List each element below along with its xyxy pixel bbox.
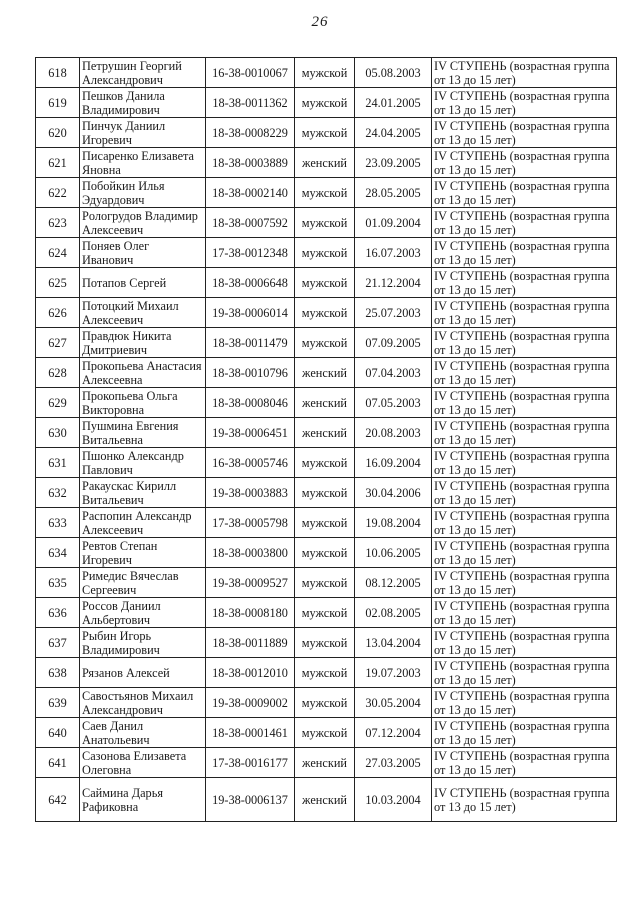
age-category-cell: IV СТУПЕНЬ (возрастная группа от 13 до 15 лет) xyxy=(432,358,617,388)
age-category-cell: IV СТУПЕНЬ (возрастная группа от 13 до 15 лет) xyxy=(432,178,617,208)
birth-date-cell: 01.09.2004 xyxy=(355,208,432,238)
birth-date-cell: 07.12.2004 xyxy=(355,718,432,748)
table-row xyxy=(36,208,617,238)
full-name-cell: Савостьянов Михаил Александрович xyxy=(80,688,206,718)
table-row xyxy=(36,58,617,88)
full-name-cell: Потапов Сергей xyxy=(80,268,206,298)
row-number-cell: 639 xyxy=(36,688,80,718)
table-row xyxy=(36,538,617,568)
table-row xyxy=(36,448,617,478)
gender-cell: мужской xyxy=(295,658,355,688)
full-name-cell: Пешков Данила Владимирович xyxy=(80,88,206,118)
full-name-cell: Рыбин Игорь Владимирович xyxy=(80,628,206,658)
table-row xyxy=(36,238,617,268)
participants-table xyxy=(35,57,617,822)
participant-id-cell: 19-38-0006451 xyxy=(206,418,295,448)
full-name-cell: Пушмина Евгения Витальевна xyxy=(80,418,206,448)
table-row xyxy=(36,298,617,328)
birth-date-cell: 20.08.2003 xyxy=(355,418,432,448)
row-number-cell: 635 xyxy=(36,568,80,598)
birth-date-cell: 05.08.2003 xyxy=(355,58,432,88)
age-category-cell: IV СТУПЕНЬ (возрастная группа от 13 до 15 лет) xyxy=(432,418,617,448)
birth-date-cell: 21.12.2004 xyxy=(355,268,432,298)
birth-date-cell: 13.04.2004 xyxy=(355,628,432,658)
age-category-cell: IV СТУПЕНЬ (возрастная группа от 13 до 15 лет) xyxy=(432,688,617,718)
page-number: 26 xyxy=(311,14,329,30)
age-category-cell: IV СТУПЕНЬ (возрастная группа от 13 до 15 лет) xyxy=(432,568,617,598)
full-name-cell: Пшонко Александр Павлович xyxy=(80,448,206,478)
birth-date-cell: 07.04.2003 xyxy=(355,358,432,388)
age-category-cell: IV СТУПЕНЬ (возрастная группа от 13 до 15 лет) xyxy=(432,718,617,748)
gender-cell: мужской xyxy=(295,478,355,508)
table-row xyxy=(36,718,617,748)
gender-cell: мужской xyxy=(295,178,355,208)
participant-id-cell: 18-38-0006648 xyxy=(206,268,295,298)
birth-date-cell: 07.05.2003 xyxy=(355,388,432,418)
gender-cell: мужской xyxy=(295,328,355,358)
participant-id-cell: 19-38-0009527 xyxy=(206,568,295,598)
table-row xyxy=(36,478,617,508)
table-row xyxy=(36,748,617,778)
full-name-cell: Прокопьева Ольга Викторовна xyxy=(80,388,206,418)
birth-date-cell: 25.07.2003 xyxy=(355,298,432,328)
gender-cell: женский xyxy=(295,778,355,822)
age-category-cell: IV СТУПЕНЬ (возрастная группа от 13 до 15 лет) xyxy=(432,598,617,628)
age-category-cell: IV СТУПЕНЬ (возрастная группа от 13 до 15 лет) xyxy=(432,628,617,658)
row-number-cell: 641 xyxy=(36,748,80,778)
table-row xyxy=(36,268,617,298)
age-category-cell: IV СТУПЕНЬ (возрастная группа от 13 до 15 лет) xyxy=(432,658,617,688)
full-name-cell: Поняев Олег Иванович xyxy=(80,238,206,268)
gender-cell: женский xyxy=(295,358,355,388)
table-row xyxy=(36,88,617,118)
full-name-cell: Потоцкий Михаил Алексеевич xyxy=(80,298,206,328)
birth-date-cell: 24.01.2005 xyxy=(355,88,432,118)
birth-date-cell: 07.09.2005 xyxy=(355,328,432,358)
participant-id-cell: 18-38-0011479 xyxy=(206,328,295,358)
birth-date-cell: 10.06.2005 xyxy=(355,538,432,568)
row-number-cell: 640 xyxy=(36,718,80,748)
full-name-cell: Писаренко Елизавета Яновна xyxy=(80,148,206,178)
row-number-cell: 630 xyxy=(36,418,80,448)
full-name-cell: Ревтов Степан Игоревич xyxy=(80,538,206,568)
row-number-cell: 633 xyxy=(36,508,80,538)
participant-id-cell: 17-38-0005798 xyxy=(206,508,295,538)
row-number-cell: 636 xyxy=(36,598,80,628)
table-body xyxy=(36,58,617,822)
gender-cell: мужской xyxy=(295,88,355,118)
birth-date-cell: 19.08.2004 xyxy=(355,508,432,538)
row-number-cell: 628 xyxy=(36,358,80,388)
table-row xyxy=(36,178,617,208)
participant-id-cell: 19-38-0006137 xyxy=(206,778,295,822)
full-name-cell: Ракаускас Кирилл Витальевич xyxy=(80,478,206,508)
row-number-cell: 627 xyxy=(36,328,80,358)
participant-id-cell: 18-38-0008046 xyxy=(206,388,295,418)
birth-date-cell: 23.09.2005 xyxy=(355,148,432,178)
full-name-cell: Римедис Вячеслав Сергеевич xyxy=(80,568,206,598)
birth-date-cell: 19.07.2003 xyxy=(355,658,432,688)
gender-cell: мужской xyxy=(295,58,355,88)
full-name-cell: Пинчук Даниил Игоревич xyxy=(80,118,206,148)
row-number-cell: 626 xyxy=(36,298,80,328)
full-name-cell: Рязанов Алексей xyxy=(80,658,206,688)
row-number-cell: 621 xyxy=(36,148,80,178)
table-row xyxy=(36,388,617,418)
participant-id-cell: 18-38-0012010 xyxy=(206,658,295,688)
gender-cell: мужской xyxy=(295,538,355,568)
gender-cell: мужской xyxy=(295,688,355,718)
birth-date-cell: 10.03.2004 xyxy=(355,778,432,822)
birth-date-cell: 02.08.2005 xyxy=(355,598,432,628)
participant-id-cell: 17-38-0016177 xyxy=(206,748,295,778)
participant-id-cell: 18-38-0010796 xyxy=(206,358,295,388)
full-name-cell: Pологрудов Владимир Алексеевич xyxy=(80,208,206,238)
participant-id-cell: 18-38-0007592 xyxy=(206,208,295,238)
birth-date-cell: 30.05.2004 xyxy=(355,688,432,718)
table-row xyxy=(36,418,617,448)
gender-cell: женский xyxy=(295,748,355,778)
row-number-cell: 618 xyxy=(36,58,80,88)
participant-id-cell: 16-38-0010067 xyxy=(206,58,295,88)
gender-cell: мужской xyxy=(295,118,355,148)
gender-cell: мужской xyxy=(295,598,355,628)
participant-id-cell: 19-38-0006014 xyxy=(206,298,295,328)
gender-cell: мужской xyxy=(295,448,355,478)
table-row xyxy=(36,358,617,388)
full-name-cell: Сазонова Елизавета Олеговна xyxy=(80,748,206,778)
gender-cell: мужской xyxy=(295,238,355,268)
full-name-cell: Прокопьева Анастасия Алексеевна xyxy=(80,358,206,388)
age-category-cell: IV СТУПЕНЬ (возрастная группа от 13 до 15 лет) xyxy=(432,478,617,508)
birth-date-cell: 28.05.2005 xyxy=(355,178,432,208)
gender-cell: мужской xyxy=(295,268,355,298)
gender-cell: женский xyxy=(295,388,355,418)
gender-cell: женский xyxy=(295,418,355,448)
age-category-cell: IV СТУПЕНЬ (возрастная группа от 13 до 15 лет) xyxy=(432,538,617,568)
age-category-cell: IV СТУПЕНЬ (возрастная группа от 13 до 15 лет) xyxy=(432,148,617,178)
row-number-cell: 631 xyxy=(36,448,80,478)
table-row xyxy=(36,658,617,688)
age-category-cell: IV СТУПЕНЬ (возрастная группа от 13 до 15 лет) xyxy=(432,328,617,358)
gender-cell: мужской xyxy=(295,208,355,238)
gender-cell: мужской xyxy=(295,718,355,748)
table-row xyxy=(36,328,617,358)
birth-date-cell: 08.12.2005 xyxy=(355,568,432,598)
age-category-cell: IV СТУПЕНЬ (возрастная группа от 13 до 15 лет) xyxy=(432,238,617,268)
age-category-cell: IV СТУПЕНЬ (возрастная группа от 13 до 15 лет) xyxy=(432,778,617,822)
row-number-cell: 620 xyxy=(36,118,80,148)
age-category-cell: IV СТУПЕНЬ (возрастная группа от 13 до 15 лет) xyxy=(432,298,617,328)
table-row xyxy=(36,118,617,148)
age-category-cell: IV СТУПЕНЬ (возрастная группа от 13 до 15 лет) xyxy=(432,268,617,298)
full-name-cell: Саев Данил Анатольевич xyxy=(80,718,206,748)
participant-id-cell: 18-38-0002140 xyxy=(206,178,295,208)
gender-cell: мужской xyxy=(295,628,355,658)
participant-id-cell: 18-38-0001461 xyxy=(206,718,295,748)
birth-date-cell: 27.03.2005 xyxy=(355,748,432,778)
age-category-cell: IV СТУПЕНЬ (возрастная группа от 13 до 15 лет) xyxy=(432,448,617,478)
row-number-cell: 622 xyxy=(36,178,80,208)
table-row xyxy=(36,598,617,628)
birth-date-cell: 16.09.2004 xyxy=(355,448,432,478)
row-number-cell: 638 xyxy=(36,658,80,688)
participant-id-cell: 17-38-0012348 xyxy=(206,238,295,268)
birth-date-cell: 24.04.2005 xyxy=(355,118,432,148)
birth-date-cell: 16.07.2003 xyxy=(355,238,432,268)
gender-cell: мужской xyxy=(295,298,355,328)
row-number-cell: 634 xyxy=(36,538,80,568)
participant-id-cell: 19-38-0003883 xyxy=(206,478,295,508)
row-number-cell: 619 xyxy=(36,88,80,118)
gender-cell: мужской xyxy=(295,508,355,538)
participant-id-cell: 18-38-0003889 xyxy=(206,148,295,178)
full-name-cell: Петрушин Георгий Александрович xyxy=(80,58,206,88)
row-number-cell: 637 xyxy=(36,628,80,658)
table-row xyxy=(36,688,617,718)
participant-id-cell: 18-38-0003800 xyxy=(206,538,295,568)
table-row xyxy=(36,148,617,178)
full-name-cell: Саймина Дарья Рафиковна xyxy=(80,778,206,822)
participant-id-cell: 18-38-0011362 xyxy=(206,88,295,118)
age-category-cell: IV СТУПЕНЬ (возрастная группа от 13 до 15 лет) xyxy=(432,748,617,778)
participant-id-cell: 18-38-0008229 xyxy=(206,118,295,148)
table-row xyxy=(36,628,617,658)
row-number-cell: 624 xyxy=(36,238,80,268)
row-number-cell: 632 xyxy=(36,478,80,508)
participant-id-cell: 18-38-0011889 xyxy=(206,628,295,658)
participant-id-cell: 19-38-0009002 xyxy=(206,688,295,718)
full-name-cell: Правдюк Никита Дмитриевич xyxy=(80,328,206,358)
participant-id-cell: 18-38-0008180 xyxy=(206,598,295,628)
age-category-cell: IV СТУПЕНЬ (возрастная группа от 13 до 15 лет) xyxy=(432,58,617,88)
row-number-cell: 642 xyxy=(36,778,80,822)
row-number-cell: 629 xyxy=(36,388,80,418)
row-number-cell: 625 xyxy=(36,268,80,298)
full-name-cell: Распопин Александр Алексеевич xyxy=(80,508,206,538)
gender-cell: женский xyxy=(295,148,355,178)
table-row xyxy=(36,778,617,822)
age-category-cell: IV СТУПЕНЬ (возрастная группа от 13 до 15 лет) xyxy=(432,388,617,418)
age-category-cell: IV СТУПЕНЬ (возрастная группа от 13 до 15 лет) xyxy=(432,118,617,148)
full-name-cell: Побойкин Илья Эдуардович xyxy=(80,178,206,208)
birth-date-cell: 30.04.2006 xyxy=(355,478,432,508)
table-row xyxy=(36,568,617,598)
participant-id-cell: 16-38-0005746 xyxy=(206,448,295,478)
gender-cell: мужской xyxy=(295,568,355,598)
age-category-cell: IV СТУПЕНЬ (возрастная группа от 13 до 15 лет) xyxy=(432,88,617,118)
table-row xyxy=(36,508,617,538)
age-category-cell: IV СТУПЕНЬ (возрастная группа от 13 до 15 лет) xyxy=(432,208,617,238)
age-category-cell: IV СТУПЕНЬ (возрастная группа от 13 до 15 лет) xyxy=(432,508,617,538)
row-number-cell: 623 xyxy=(36,208,80,238)
full-name-cell: Россов Даниил Альбертович xyxy=(80,598,206,628)
